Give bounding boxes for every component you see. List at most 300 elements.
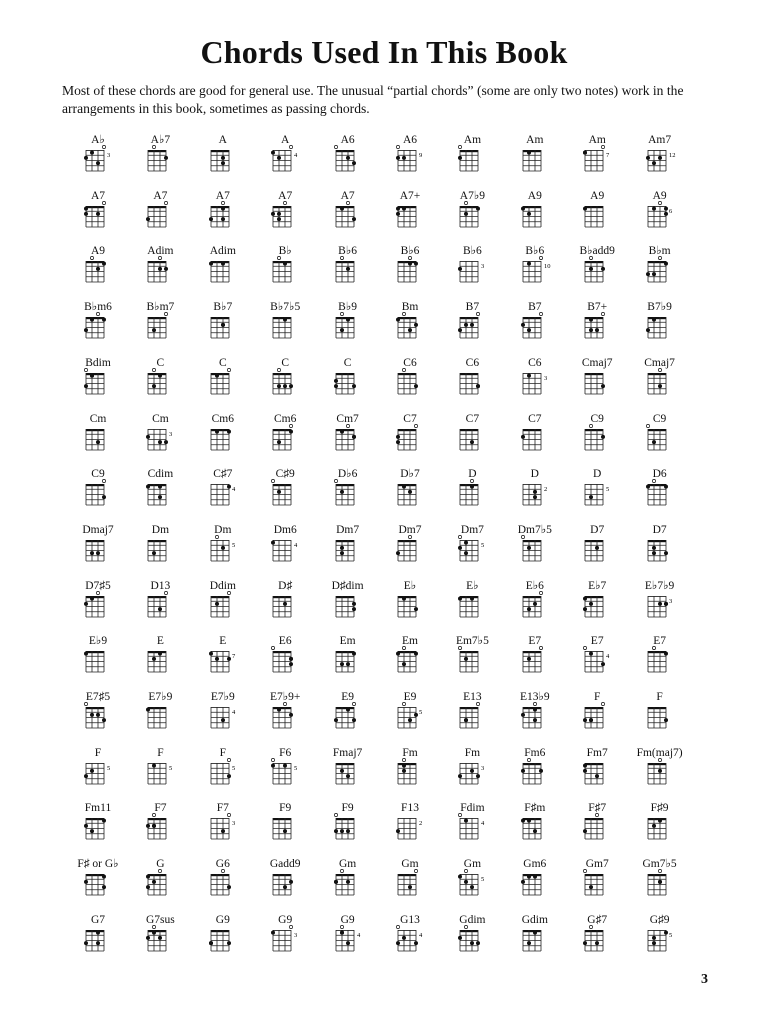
finger-dot [402, 936, 406, 940]
chord-name: B♭6 [338, 245, 358, 258]
fretboard-icon [253, 580, 317, 638]
finger-dot [458, 936, 462, 940]
open-string-marker [340, 312, 343, 315]
finger-dot [215, 373, 219, 377]
chord-name: B♭6 [400, 245, 420, 258]
finger-dot [414, 607, 418, 611]
finger-dot [533, 601, 537, 605]
open-string-marker [590, 257, 593, 260]
fretboard-icon [191, 580, 255, 638]
finger-dot [334, 384, 338, 388]
open-string-marker [153, 145, 156, 148]
open-string-marker [477, 312, 480, 315]
fretboard-icon [440, 190, 504, 248]
chord-diagram [128, 301, 192, 359]
chord-diagram [378, 468, 442, 526]
chord-diagram [565, 858, 629, 916]
finger-dot [227, 485, 231, 489]
finger-dot [595, 941, 599, 945]
finger-dot [402, 763, 406, 767]
finger-dot [152, 763, 156, 767]
chord-name: E6 [278, 635, 292, 648]
chord-diagram [503, 635, 567, 693]
finger-dot [209, 217, 213, 221]
chord-diagram [503, 858, 567, 916]
chord-diagram [191, 524, 255, 582]
open-string-marker [402, 702, 405, 705]
finger-dot [352, 718, 356, 722]
fretboard-icon [66, 245, 130, 303]
open-string-marker [84, 702, 87, 705]
fretboard-icon [378, 468, 442, 526]
fret-number: 10 [543, 263, 551, 271]
finger-dot [340, 490, 344, 494]
finger-dot [652, 206, 656, 210]
fretboard-icon [378, 747, 442, 805]
finger-dot [414, 713, 418, 717]
fretboard-icon [316, 691, 380, 749]
finger-dot [527, 607, 531, 611]
chord-name: F♯m [524, 802, 546, 815]
fret-number: 5 [419, 709, 423, 716]
chord-diagram [503, 134, 567, 192]
fretboard-icon [128, 691, 192, 749]
open-string-marker [402, 647, 405, 650]
chord-name: G13 [400, 913, 420, 926]
chord-grid [58, 134, 702, 964]
fretboard-icon [66, 524, 130, 582]
chord-name: Gm7 [585, 858, 609, 871]
chord-diagram [565, 134, 629, 192]
chord-name: D [530, 468, 539, 481]
chord-name: Dm7♭5 [517, 523, 552, 536]
fretboard-icon [628, 747, 692, 805]
finger-dot [408, 885, 412, 889]
fret-number: 3 [107, 152, 111, 159]
chord-diagram [565, 413, 629, 471]
chord-name: A7 [153, 189, 168, 202]
finger-dot [402, 206, 406, 210]
chord-name: Cm [152, 412, 169, 425]
finger-dot [84, 941, 88, 945]
chord-name: E♭7♭9 [644, 579, 675, 592]
finger-dot [396, 206, 400, 210]
finger-dot [340, 429, 344, 433]
fretboard-icon [253, 413, 317, 471]
fretboard-icon [628, 134, 692, 192]
fretboard-icon [253, 524, 317, 582]
chord-diagram [628, 524, 692, 582]
finger-dot [652, 161, 656, 165]
finger-dot [664, 601, 668, 605]
chord-diagram [628, 635, 692, 693]
chord-diagram [378, 301, 442, 359]
fretboard-icon [253, 914, 317, 972]
chord-diagram [378, 635, 442, 693]
finger-dot [595, 546, 599, 550]
fretboard-icon [378, 691, 442, 749]
finger-dot [646, 273, 650, 277]
fretboard-icon [378, 413, 442, 471]
open-string-marker [153, 925, 156, 928]
chord-name: Bdim [85, 356, 111, 369]
finger-dot [90, 830, 94, 834]
chord-diagram [66, 301, 130, 359]
finger-dot [408, 328, 412, 332]
fret-number: 4 [356, 931, 360, 939]
finger-dot [152, 824, 156, 828]
open-string-marker [352, 702, 355, 705]
finger-dot [414, 652, 418, 656]
fret-number: 5 [231, 764, 236, 772]
chord-name: F♯9 [650, 802, 669, 815]
finger-dot [658, 384, 662, 388]
open-string-marker [658, 201, 661, 204]
chord-name: Dm [151, 523, 170, 536]
open-string-marker [602, 145, 605, 148]
chord-name: C7 [528, 412, 542, 425]
chord-name: F13 [401, 802, 419, 815]
finger-dot [346, 318, 350, 322]
chord-diagram [128, 468, 192, 526]
chord-diagram [316, 134, 380, 192]
open-string-marker [527, 758, 530, 761]
finger-dot [215, 657, 219, 661]
fretboard-icon [628, 802, 692, 860]
chord-diagram [253, 524, 317, 582]
fretboard-icon [191, 134, 255, 192]
fretboard-icon [503, 134, 567, 192]
chord-name: Fm(maj7) [636, 746, 683, 759]
finger-dot [84, 601, 88, 605]
finger-dot [146, 485, 150, 489]
open-string-marker [602, 702, 605, 705]
chord-diagram [565, 245, 629, 303]
finger-dot [221, 206, 225, 210]
finger-dot [96, 713, 100, 717]
chord-diagram [628, 691, 692, 749]
fretboard-icon [191, 524, 255, 582]
finger-dot [458, 156, 462, 160]
chord-diagram [628, 301, 692, 359]
finger-dot [215, 601, 219, 605]
finger-dot [664, 262, 668, 266]
fretboard-icon [128, 468, 192, 526]
finger-dot [221, 718, 225, 722]
chord-diagram [440, 635, 504, 693]
chord-diagram [128, 580, 192, 638]
finger-dot [271, 151, 275, 155]
fretboard-icon [565, 747, 629, 805]
finger-dot [589, 267, 593, 271]
fretboard-icon [253, 747, 317, 805]
fretboard-icon [316, 468, 380, 526]
fretboard-icon [565, 691, 629, 749]
open-string-marker [227, 591, 230, 594]
fretboard-icon [378, 858, 442, 916]
chord-diagram [565, 357, 629, 415]
chord-name: E13 [463, 691, 482, 703]
chord-name: Dm6 [273, 523, 297, 536]
fretboard-icon [191, 301, 255, 359]
finger-dot [583, 769, 587, 773]
finger-dot [227, 885, 231, 889]
open-string-marker [539, 312, 542, 315]
chord-name: B♭7 [213, 301, 233, 314]
open-string-marker [465, 201, 468, 204]
chord-name: Dm7 [460, 523, 484, 536]
open-string-marker [459, 647, 462, 650]
chord-diagram [66, 134, 130, 192]
finger-dot [470, 769, 474, 773]
finger-dot [277, 490, 281, 494]
fretboard-icon [440, 524, 504, 582]
finger-dot [158, 267, 162, 271]
finger-dot [533, 718, 537, 722]
chord-name: F♯ or G♭ [77, 858, 119, 871]
finger-dot [102, 819, 106, 823]
finger-dot [352, 607, 356, 611]
finger-dot [334, 718, 338, 722]
chord-name: Em [402, 635, 418, 648]
finger-dot [102, 262, 106, 266]
chord-name: Adim [147, 245, 174, 258]
chord-name: E7 [590, 635, 604, 648]
chord-diagram [565, 691, 629, 749]
chord-diagram [316, 580, 380, 638]
fret-number: 2 [543, 486, 548, 494]
finger-dot [464, 657, 468, 661]
finger-dot [414, 323, 418, 327]
chord-diagram [191, 635, 255, 693]
finger-dot [658, 156, 662, 160]
chord-diagram [378, 134, 442, 192]
open-string-marker [340, 257, 343, 260]
chord-name: E9 [341, 691, 354, 703]
fretboard-icon [565, 524, 629, 582]
open-string-marker [346, 201, 349, 204]
fretboard-icon [503, 468, 567, 526]
chord-diagram [66, 747, 130, 805]
chord-name: B♭6 [525, 245, 545, 258]
finger-dot [90, 551, 94, 555]
finger-dot [277, 384, 281, 388]
finger-dot [476, 206, 480, 210]
finger-dot [209, 262, 213, 266]
chord-name: Cm6 [274, 412, 297, 425]
chord-name: Fm6 [524, 746, 546, 759]
finger-dot [533, 708, 537, 712]
finger-dot [227, 774, 231, 778]
chord-diagram [253, 190, 317, 248]
finger-dot [464, 819, 468, 823]
chord-name: C9 [91, 468, 105, 481]
finger-dot [652, 318, 656, 322]
open-string-marker [539, 591, 542, 594]
fretboard-icon [378, 190, 442, 248]
chord-diagram [503, 914, 567, 972]
chord-diagram [628, 190, 692, 248]
finger-dot [589, 718, 593, 722]
finger-dot [533, 830, 537, 834]
fretboard-icon [440, 580, 504, 638]
fret-number: 4 [294, 152, 298, 159]
chord-name: G9 [215, 913, 230, 926]
finger-dot [601, 434, 605, 438]
open-string-marker [396, 145, 399, 148]
fretboard-icon [66, 580, 130, 638]
finger-dot [289, 662, 293, 666]
chord-name: D♭6 [337, 468, 358, 481]
finger-dot [277, 212, 281, 216]
finger-dot [283, 601, 287, 605]
finger-dot [84, 156, 88, 160]
finger-dot [658, 601, 662, 605]
chord-name: F [219, 746, 226, 759]
finger-dot [84, 824, 88, 828]
chord-name: A9 [527, 189, 542, 202]
chord-diagram [253, 858, 317, 916]
chord-diagram [191, 691, 255, 749]
fret-number: 5 [668, 931, 672, 939]
chord-diagram [440, 245, 504, 303]
fret-number: 5 [169, 764, 173, 772]
chord-name: G [156, 858, 165, 871]
fret-number: 7 [606, 152, 610, 159]
finger-dot [346, 880, 350, 884]
open-string-marker [596, 814, 599, 817]
chord-name: Gdim [459, 913, 486, 926]
chord-diagram [628, 802, 692, 860]
finger-dot [527, 328, 531, 332]
chord-diagram [316, 468, 380, 526]
fretboard-icon [191, 635, 255, 693]
finger-dot [476, 941, 480, 945]
open-string-marker [590, 925, 593, 928]
finger-dot [84, 880, 88, 884]
fretboard-icon [440, 635, 504, 693]
finger-dot [458, 546, 462, 550]
open-string-marker [278, 368, 281, 371]
finger-dot [146, 936, 150, 940]
chord-name: C [156, 356, 165, 369]
fretboard-icon [253, 134, 317, 192]
chord-diagram [503, 524, 567, 582]
fret-number: 4 [294, 541, 298, 549]
open-string-marker [414, 424, 417, 427]
open-string-marker [227, 814, 230, 817]
open-string-marker [602, 312, 605, 315]
fretboard-icon [191, 691, 255, 749]
fretboard-icon [66, 858, 130, 916]
fret-number: 5 [481, 541, 485, 549]
fretboard-icon [440, 245, 504, 303]
fret-number: 5 [107, 764, 111, 772]
finger-dot [152, 384, 156, 388]
open-string-marker [340, 925, 343, 928]
chord-diagram [503, 413, 567, 471]
finger-dot [90, 318, 94, 322]
chord-name: Fmaj7 [332, 746, 363, 759]
open-string-marker [408, 257, 411, 260]
chord-diagram [628, 468, 692, 526]
finger-dot [352, 217, 356, 221]
fretboard-icon [316, 914, 380, 972]
open-string-marker [459, 145, 462, 148]
chord-diagram [378, 580, 442, 638]
finger-dot [96, 440, 100, 444]
finger-dot [283, 830, 287, 834]
finger-dot [152, 328, 156, 332]
fretboard-icon [316, 190, 380, 248]
chord-diagram [628, 747, 692, 805]
chord-diagram [128, 357, 192, 415]
chord-diagram [503, 747, 567, 805]
open-string-marker [658, 758, 661, 761]
chord-diagram [440, 413, 504, 471]
finger-dot [652, 941, 656, 945]
finger-dot [227, 429, 231, 433]
fretboard-icon [253, 301, 317, 359]
finger-dot [334, 830, 338, 834]
chord-name: Dm7 [398, 523, 422, 536]
finger-dot [470, 485, 474, 489]
chord-name: Gm6 [523, 858, 547, 871]
finger-dot [539, 769, 543, 773]
finger-dot [583, 763, 587, 767]
finger-dot [521, 323, 525, 327]
chord-diagram [316, 914, 380, 972]
finger-dot [646, 328, 650, 332]
chord-diagram [191, 190, 255, 248]
fret-number: 2 [419, 820, 423, 828]
open-string-marker [584, 647, 587, 650]
open-string-marker [334, 480, 337, 483]
chord-diagram [253, 747, 317, 805]
fretboard-icon [378, 301, 442, 359]
fretboard-icon [66, 802, 130, 860]
chord-name: G7sus [146, 913, 175, 926]
chord-diagram [628, 914, 692, 972]
finger-dot [527, 657, 531, 661]
fretboard-icon [128, 134, 192, 192]
finger-dot [533, 490, 537, 494]
finger-dot [271, 212, 275, 216]
finger-dot [209, 652, 213, 656]
chord-name: A7 [90, 189, 106, 202]
chord-diagram [253, 914, 317, 972]
fretboard-icon [503, 357, 567, 415]
finger-dot [277, 156, 281, 160]
fretboard-icon [253, 468, 317, 526]
chord-diagram [66, 635, 130, 693]
fretboard-icon [378, 357, 442, 415]
finger-dot [158, 485, 162, 489]
chord-diagram [628, 580, 692, 638]
fretboard-icon [503, 802, 567, 860]
chord-diagram [128, 524, 192, 582]
open-string-marker [414, 869, 417, 872]
finger-dot [90, 373, 94, 377]
fretboard-icon [128, 858, 192, 916]
fretboard-icon [503, 301, 567, 359]
chord-diagram [253, 357, 317, 415]
fretboard-icon [316, 580, 380, 638]
open-string-marker [402, 312, 405, 315]
chord-name: E [156, 635, 164, 648]
fret-number: 3 [169, 430, 173, 438]
fretboard-icon [378, 245, 442, 303]
